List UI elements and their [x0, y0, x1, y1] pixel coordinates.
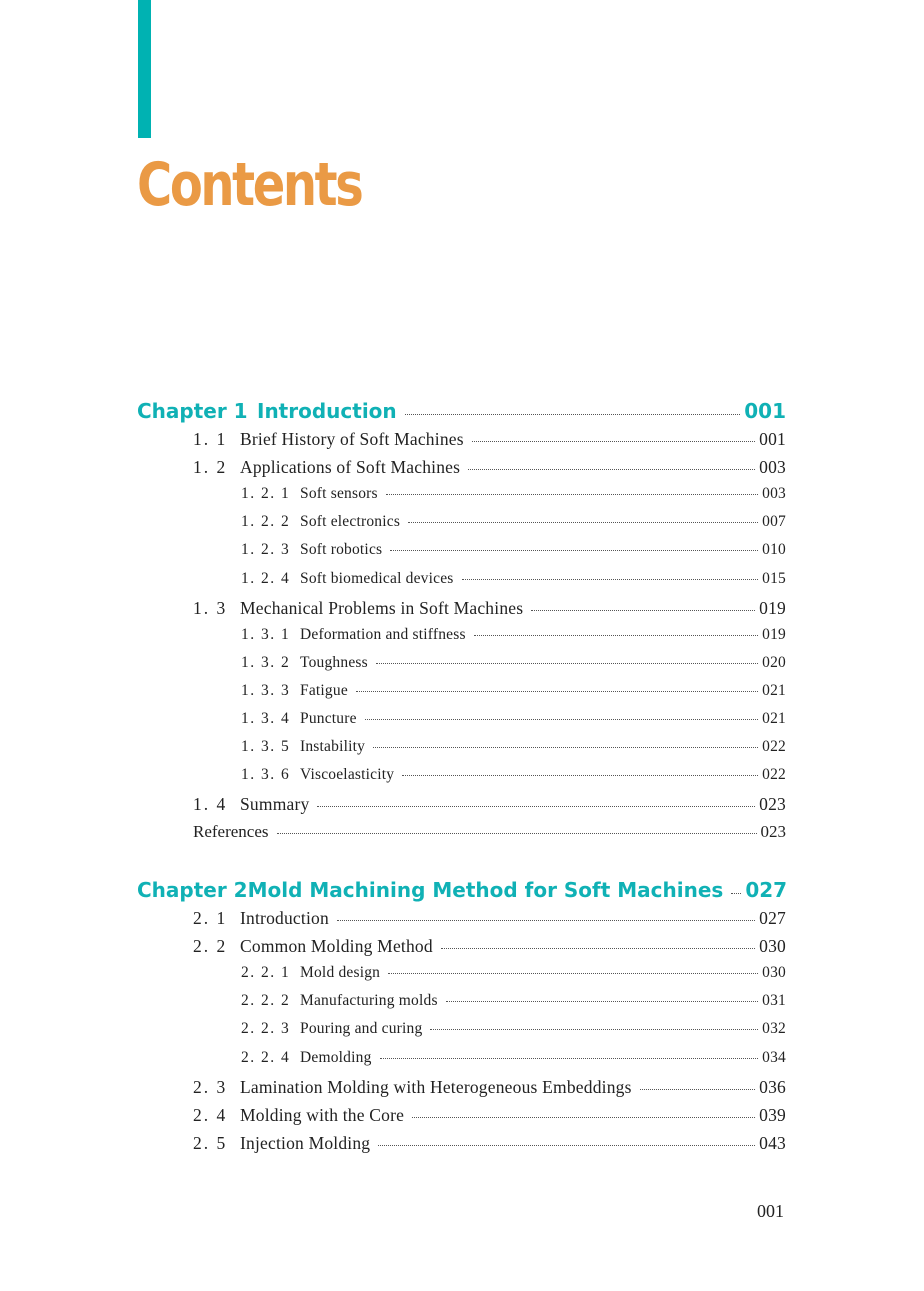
dot-leader: [531, 610, 755, 611]
entry-title: Injection Molding: [240, 1132, 371, 1153]
chapter-title: Mold Machining Method for Soft Machines: [247, 878, 724, 902]
entry-title: Mold design: [300, 964, 381, 982]
toc-entry[interactable]: [241, 541, 786, 559]
entry-page: 034: [762, 1048, 786, 1066]
entry-number: 2. 3: [193, 1076, 228, 1097]
chapter-title: Introduction: [257, 399, 397, 423]
entry-page: 023: [760, 822, 786, 842]
entry-title: Instability: [300, 738, 366, 756]
dot-leader: [402, 775, 758, 776]
entry-page: 003: [759, 457, 786, 478]
toc-chapter-1[interactable]: [137, 399, 786, 423]
toc-entry[interactable]: [241, 738, 786, 756]
toc-entry[interactable]: [193, 1077, 786, 1098]
dot-leader: [356, 691, 758, 692]
entry-page: 019: [759, 597, 786, 618]
entry-number: 1. 4: [193, 794, 228, 815]
toc-entry[interactable]: [193, 1105, 786, 1126]
entry-title: Manufacturing molds: [300, 992, 438, 1010]
entry-title: Lamination Molding with Heterogeneous Embeddings: [240, 1076, 632, 1097]
entry-number: 2. 2. 4: [241, 1048, 291, 1066]
entry-number: 2. 2: [193, 936, 228, 957]
entry-page: 030: [759, 936, 786, 957]
entry-number: 1. 2. 4: [241, 569, 291, 587]
entry-number: 1. 3. 5: [241, 738, 291, 756]
entry-page: 036: [759, 1076, 786, 1097]
dot-leader: [376, 663, 758, 664]
toc-entry[interactable]: [241, 682, 786, 700]
entry-title: Molding with the Core: [240, 1104, 405, 1125]
entry-page: 027: [759, 908, 786, 928]
entry-page: 010: [762, 541, 786, 559]
dot-leader: [462, 579, 759, 580]
entry-number: 1. 2. 1: [241, 485, 291, 503]
entry-number: 2. 2. 3: [241, 1020, 291, 1038]
toc-entry[interactable]: [241, 766, 786, 784]
toc-entry[interactable]: [241, 1049, 786, 1067]
dot-leader: [337, 920, 755, 921]
entry-title: Brief History of Soft Machines: [240, 429, 464, 449]
dot-leader: [386, 494, 758, 495]
toc-entry[interactable]: [241, 654, 786, 672]
dot-leader: [640, 1089, 756, 1090]
entry-number: 1. 3: [193, 597, 228, 618]
entry-title: Pouring and curing: [300, 1020, 423, 1038]
dot-leader: [474, 635, 758, 636]
dot-leader: [472, 441, 755, 442]
toc-entry[interactable]: [193, 936, 786, 957]
entry-page: 020: [762, 653, 786, 671]
dot-leader: [412, 1117, 755, 1118]
entry-page: 019: [762, 625, 786, 643]
dot-leader: [373, 747, 758, 748]
entry-title: Soft robotics: [300, 541, 383, 559]
dot-leader: [277, 833, 757, 834]
entry-page: 007: [762, 513, 786, 531]
entry-number: 2. 1: [193, 908, 228, 928]
entry-title: Toughness: [300, 653, 368, 671]
entry-title: Puncture: [300, 710, 357, 727]
entry-number: 1. 3. 4: [241, 710, 291, 727]
dot-leader: [408, 522, 758, 523]
entry-number: 2. 5: [193, 1132, 228, 1153]
toc-entry[interactable]: [193, 1133, 786, 1154]
toc-entry[interactable]: [241, 1020, 786, 1038]
entry-number: 1. 1: [193, 429, 228, 449]
entry-title: Fatigue: [300, 681, 348, 699]
toc-entry[interactable]: [193, 598, 786, 619]
dot-leader: [317, 806, 755, 807]
dot-leader: [388, 973, 758, 974]
chapter-number: Chapter 1: [137, 399, 248, 423]
entry-title: Demolding: [300, 1048, 372, 1066]
entry-title: Viscoelasticity: [300, 766, 395, 784]
entry-number: 1. 2: [193, 457, 228, 478]
toc-references[interactable]: [193, 822, 786, 842]
dot-leader: [405, 414, 741, 415]
entry-title: Summary: [240, 794, 310, 815]
entry-title: Deformation and stiffness: [300, 625, 466, 643]
dot-leader: [380, 1058, 759, 1059]
toc-entry[interactable]: [193, 457, 786, 478]
dot-leader: [468, 469, 755, 470]
entry-title: Applications of Soft Machines: [240, 457, 461, 478]
toc-entry[interactable]: [241, 513, 786, 531]
toc-entry[interactable]: [241, 626, 786, 644]
dot-leader: [365, 719, 758, 720]
entry-title: Mechanical Problems in Soft Machines: [240, 597, 524, 618]
entry-page: 032: [762, 1020, 786, 1038]
entry-page: 021: [762, 710, 786, 727]
entry-number: 1. 2. 2: [241, 513, 291, 531]
toc-entry[interactable]: [241, 485, 786, 503]
entry-number: 2. 2. 1: [241, 964, 291, 982]
toc-entry[interactable]: [241, 710, 786, 728]
dot-leader: [430, 1029, 758, 1030]
entry-number: 1. 2. 3: [241, 541, 291, 559]
entry-page: 022: [762, 766, 786, 784]
entry-title: Soft sensors: [300, 485, 378, 503]
toc-chapter-2[interactable]: [137, 878, 786, 902]
entry-page: 001: [759, 429, 786, 449]
toc-entry[interactable]: [241, 992, 786, 1010]
entry-title: Common Molding Method: [240, 936, 433, 957]
entry-number: 1. 3. 3: [241, 681, 291, 699]
dot-leader: [731, 893, 741, 894]
chapter-page: 001: [744, 399, 786, 423]
dot-leader: [378, 1145, 755, 1146]
entry-number: 2. 2. 2: [241, 992, 291, 1010]
toc-entry[interactable]: [193, 429, 786, 450]
chapter-number: Chapter 2: [137, 878, 248, 902]
toc-entry[interactable]: [241, 570, 786, 588]
dot-leader: [446, 1001, 758, 1002]
entry-page: 021: [762, 681, 786, 699]
toc-entry[interactable]: [241, 964, 786, 982]
entry-title: Soft electronics: [300, 513, 401, 531]
entry-number: 1. 3. 2: [241, 653, 291, 671]
dot-leader: [441, 948, 755, 949]
entry-page: 043: [759, 1132, 786, 1153]
entry-number: 1. 3. 6: [241, 766, 291, 784]
entry-page: 023: [759, 794, 786, 815]
toc-entry[interactable]: [193, 794, 786, 815]
chapter-page: 027: [745, 878, 788, 902]
entry-page: 003: [762, 485, 786, 503]
entry-page: 039: [759, 1104, 786, 1125]
entry-number: 1. 3. 1: [241, 625, 291, 643]
dot-leader: [390, 550, 758, 551]
toc-entry[interactable]: [193, 908, 786, 929]
page-title: Contents: [137, 150, 362, 220]
entry-page: 022: [762, 738, 786, 756]
page-number: 001: [757, 1201, 784, 1221]
entry-page: 031: [762, 992, 786, 1010]
entry-page: 015: [762, 569, 786, 587]
entry-title: Introduction: [240, 908, 329, 928]
entry-title: References: [193, 822, 269, 842]
entry-page: 030: [762, 964, 786, 982]
entry-title: Soft biomedical devices: [300, 569, 454, 587]
entry-number: 2. 4: [193, 1104, 228, 1125]
